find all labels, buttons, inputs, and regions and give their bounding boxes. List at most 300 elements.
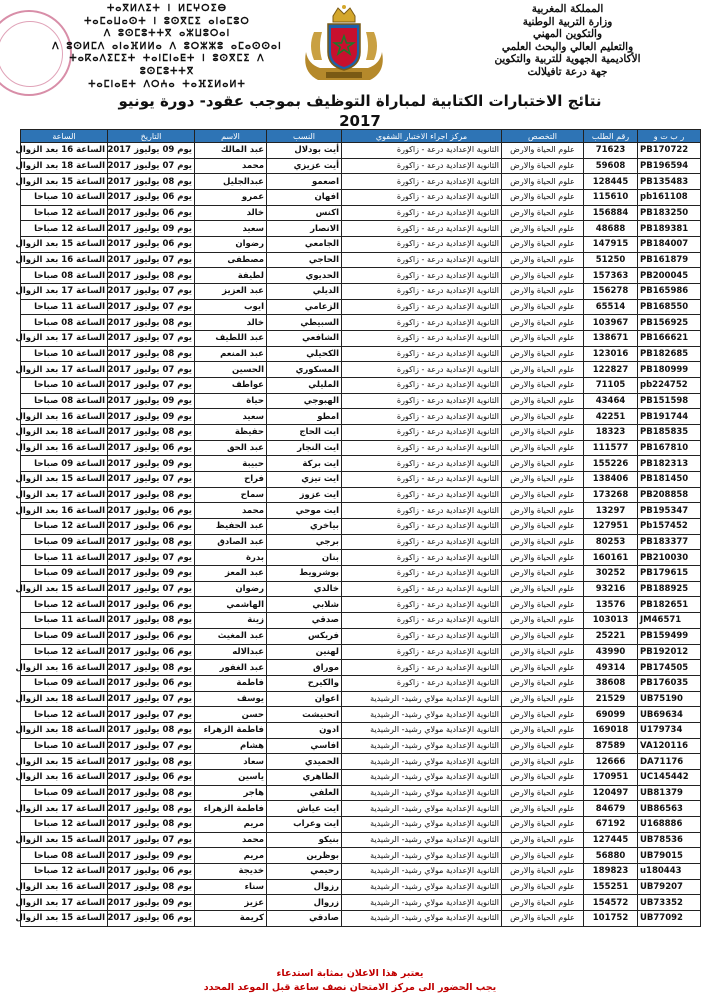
cell-center: الثانوية الإعدادية درعة - زاكورة <box>342 378 502 394</box>
table-row <box>21 581 701 597</box>
cell-rt: PB195347 <box>638 503 701 519</box>
cell-time: الساعة 12 صباحا <box>21 597 108 613</box>
cell-rt: PB189381 <box>638 221 701 237</box>
cell-name: حسن <box>195 707 267 723</box>
cell-center: الثانوية الإعدادية درعة - زاكورة <box>342 331 502 347</box>
cell-center: الثانوية الإعدادية درعة - زاكورة <box>342 613 502 629</box>
cell-rt: PB183250 <box>638 205 701 221</box>
cell-req: 128445 <box>584 174 638 190</box>
cell-date: يوم 09 يوليوز 2017 <box>108 393 195 409</box>
cell-spec: علوم الحياة والارض <box>502 440 584 456</box>
cell-name: خالد <box>195 315 267 331</box>
cell-date: يوم 08 يوليوز 2017 <box>108 613 195 629</box>
cell-center: الثانوية الإعدادية مولاي رشيد- الرشيدية <box>342 879 502 895</box>
table-row <box>21 801 701 817</box>
cell-time: الساعة 11 صباحا <box>21 613 108 629</box>
cell-time: الساعة 15 بعد الزوال <box>21 472 108 488</box>
table-row <box>21 534 701 550</box>
cell-rt: PB180999 <box>638 362 701 378</box>
cell-rt: UB75190 <box>638 691 701 707</box>
cell-family: رحيمي <box>267 863 342 879</box>
cell-center: الثانوية الإعدادية مولاي رشيد- الرشيدية <box>342 769 502 785</box>
cell-spec: علوم الحياة والارض <box>502 628 584 644</box>
cell-req: 101752 <box>584 910 638 926</box>
royal-emblem-icon <box>300 2 388 82</box>
table-row <box>21 346 701 362</box>
cell-name: عبد المالك <box>195 143 267 159</box>
cell-center: الثانوية الإعدادية درعة - زاكورة <box>342 268 502 284</box>
cell-rt: PB182313 <box>638 456 701 472</box>
cell-rt: UB79207 <box>638 879 701 895</box>
cell-spec: علوم الحياة والارض <box>502 362 584 378</box>
cell-center: الثانوية الإعدادية درعة - زاكورة <box>342 174 502 190</box>
cell-req: 12666 <box>584 754 638 770</box>
column-header-request: رقم الطلب <box>584 130 638 143</box>
cell-family: صادقي <box>267 910 342 926</box>
cell-name: خديجة <box>195 863 267 879</box>
cell-time: الساعة 16 بعد الزوال <box>21 660 108 676</box>
tifinagh-line: ⴷ ⵓⵙⵎⵓⵜⵜⴳ ⴰⵣⵡⵓⵔⴰⵏ <box>103 28 231 40</box>
cell-family: الجامعي <box>267 237 342 253</box>
cell-spec: علوم الحياة والارض <box>502 519 584 535</box>
cell-family: اتحنيشت <box>267 707 342 723</box>
cell-rt: PB188925 <box>638 581 701 597</box>
cell-time: الساعة 09 صباحا <box>21 566 108 582</box>
table-row <box>21 503 701 519</box>
cell-req: 160161 <box>584 550 638 566</box>
table-row <box>21 221 701 237</box>
arabic-line: والتعليم العالي والبحث العلمي <box>501 40 634 53</box>
cell-name: محمد <box>195 832 267 848</box>
arabic-line: والتكوين المهني <box>532 28 603 41</box>
cell-spec: علوم الحياة والارض <box>502 299 584 315</box>
cell-name: خالد <box>195 205 267 221</box>
cell-spec: علوم الحياة والارض <box>502 848 584 864</box>
cell-date: يوم 06 يوليوز 2017 <box>108 503 195 519</box>
cell-spec: علوم الحياة والارض <box>502 566 584 582</box>
table-header-row <box>21 130 701 143</box>
cell-date: يوم 07 يوليوز 2017 <box>108 472 195 488</box>
cell-req: 122827 <box>584 362 638 378</box>
cell-name: سعاد <box>195 754 267 770</box>
cell-rt: UB79015 <box>638 848 701 864</box>
cell-req: 69099 <box>584 707 638 723</box>
cell-req: 120497 <box>584 785 638 801</box>
cell-center: الثانوية الإعدادية درعة - زاكورة <box>342 487 502 503</box>
table-row <box>21 378 701 394</box>
cell-req: 18323 <box>584 425 638 441</box>
table-row <box>21 268 701 284</box>
cell-spec: علوم الحياة والارض <box>502 425 584 441</box>
cell-name: عواطف <box>195 378 267 394</box>
table-row <box>21 628 701 644</box>
cell-time: الساعة 16 بعد الزوال <box>21 440 108 456</box>
cell-date: يوم 06 يوليوز 2017 <box>108 675 195 691</box>
cell-time: الساعة 12 صباحا <box>21 707 108 723</box>
cell-name: هاجر <box>195 785 267 801</box>
cell-center: الثانوية الإعدادية درعة - زاكورة <box>342 190 502 206</box>
cell-name: فاطمة الزهراء <box>195 722 267 738</box>
cell-req: 111577 <box>584 440 638 456</box>
cell-rt: PB184007 <box>638 237 701 253</box>
cell-spec: علوم الحياة والارض <box>502 456 584 472</box>
cell-time: الساعة 17 بعد الزوال <box>21 331 108 347</box>
cell-rt: PB182685 <box>638 346 701 362</box>
cell-spec: علوم الحياة والارض <box>502 268 584 284</box>
table-row <box>21 597 701 613</box>
cell-time: الساعة 08 صباحا <box>21 268 108 284</box>
table-row <box>21 252 701 268</box>
cell-spec: علوم الحياة والارض <box>502 534 584 550</box>
table-row <box>21 315 701 331</box>
cell-center: الثانوية الإعدادية درعة - زاكورة <box>342 597 502 613</box>
cell-req: 49314 <box>584 660 638 676</box>
cell-center: الثانوية الإعدادية درعة - زاكورة <box>342 534 502 550</box>
cell-family: بنان <box>267 550 342 566</box>
cell-date: يوم 08 يوليوز 2017 <box>108 785 195 801</box>
table-row <box>21 362 701 378</box>
cell-time: الساعة 09 صباحا <box>21 785 108 801</box>
cell-family: ايت موحي <box>267 503 342 519</box>
cell-center: الثانوية الإعدادية درعة - زاكورة <box>342 284 502 300</box>
cell-name: عزيز <box>195 895 267 911</box>
cell-spec: علوم الحياة والارض <box>502 644 584 660</box>
cell-req: 154572 <box>584 895 638 911</box>
cell-rt: PB200045 <box>638 268 701 284</box>
cell-req: 65514 <box>584 299 638 315</box>
cell-date: يوم 07 يوليوز 2017 <box>108 299 195 315</box>
cell-date: يوم 09 يوليوز 2017 <box>108 143 195 159</box>
column-header-date: التاريخ <box>108 130 195 143</box>
cell-spec: علوم الحياة والارض <box>502 237 584 253</box>
cell-req: 25221 <box>584 628 638 644</box>
cell-center: الثانوية الإعدادية درعة - زاكورة <box>342 440 502 456</box>
table-row <box>21 472 701 488</box>
arabic-letterhead <box>445 3 690 79</box>
table-row <box>21 754 701 770</box>
cell-rt: PB174505 <box>638 660 701 676</box>
cell-name: عبد اللطيف <box>195 331 267 347</box>
column-header-name: الاسم <box>195 130 267 143</box>
cell-center: الثانوية الإعدادية مولاي رشيد- الرشيدية <box>342 722 502 738</box>
cell-date: يوم 08 يوليوز 2017 <box>108 879 195 895</box>
cell-time: الساعة 16 بعد الزوال <box>21 769 108 785</box>
cell-family: ايت النجار <box>267 440 342 456</box>
cell-time: الساعة 09 صباحا <box>21 675 108 691</box>
cell-time: الساعة 10 صباحا <box>21 738 108 754</box>
cell-family: افاسي <box>267 738 342 754</box>
cell-rt: PB179615 <box>638 566 701 582</box>
cell-family: بوشرويط <box>267 566 342 582</box>
cell-rt: pb161108 <box>638 190 701 206</box>
cell-family: افهان <box>267 190 342 206</box>
table-row <box>21 284 701 300</box>
cell-center: الثانوية الإعدادية درعة - زاكورة <box>342 362 502 378</box>
cell-rt: DA71176 <box>638 754 701 770</box>
cell-date: يوم 07 يوليوز 2017 <box>108 158 195 174</box>
cell-time: الساعة 18 بعد الزوال <box>21 425 108 441</box>
table-row <box>21 832 701 848</box>
table-row <box>21 393 701 409</box>
cell-time: الساعة 08 صباحا <box>21 848 108 864</box>
table-row <box>21 174 701 190</box>
cell-time: الساعة 11 صباحا <box>21 299 108 315</box>
cell-date: يوم 08 يوليوز 2017 <box>108 425 195 441</box>
cell-time: الساعة 17 بعد الزوال <box>21 801 108 817</box>
cell-date: يوم 07 يوليوز 2017 <box>108 252 195 268</box>
cell-family: لهنين <box>267 644 342 660</box>
cell-center: الثانوية الإعدادية مولاي رشيد- الرشيدية <box>342 738 502 754</box>
cell-family: العلفي <box>267 785 342 801</box>
cell-family: اعوان <box>267 691 342 707</box>
cell-rt: PB176035 <box>638 675 701 691</box>
cell-req: 48688 <box>584 221 638 237</box>
cell-date: يوم 09 يوليوز 2017 <box>108 456 195 472</box>
cell-family: برجي <box>267 534 342 550</box>
results-table <box>15 129 701 927</box>
cell-time: الساعة 16 بعد الزوال <box>21 409 108 425</box>
column-header-time: الساعة <box>21 130 108 143</box>
cell-family: والكيرح <box>267 675 342 691</box>
cell-name: عبد الصادق <box>195 534 267 550</box>
cell-spec: علوم الحياة والارض <box>502 174 584 190</box>
cell-center: الثانوية الإعدادية درعة - زاكورة <box>342 221 502 237</box>
arabic-line: المملكة المغربية <box>531 3 604 15</box>
cell-time: الساعة 09 صباحا <box>21 628 108 644</box>
cell-family: ايت عياش <box>267 801 342 817</box>
cell-date: يوم 07 يوليوز 2017 <box>108 581 195 597</box>
cell-name: حياة <box>195 393 267 409</box>
cell-rt: UB86563 <box>638 801 701 817</box>
cell-center: الثانوية الإعدادية درعة - زاكورة <box>342 143 502 159</box>
cell-spec: علوم الحياة والارض <box>502 487 584 503</box>
cell-time: الساعة 16 بعد الزوال <box>21 143 108 159</box>
table-row <box>21 660 701 676</box>
cell-time: الساعة 17 بعد الزوال <box>21 362 108 378</box>
cell-date: يوم 08 يوليوز 2017 <box>108 754 195 770</box>
cell-date: يوم 06 يوليوز 2017 <box>108 237 195 253</box>
notice-line-2: يجب الحضور الى مركز الامتحان نصف ساعة قبل الموعد المحدد <box>203 982 497 993</box>
cell-spec: علوم الحياة والارض <box>502 754 584 770</box>
cell-center: الثانوية الإعدادية مولاي رشيد- الرشيدية <box>342 691 502 707</box>
cell-time: الساعة 17 بعد الزوال <box>21 487 108 503</box>
cell-time: الساعة 18 بعد الزوال <box>21 722 108 738</box>
cell-rt: PB159499 <box>638 628 701 644</box>
cell-date: يوم 08 يوليوز 2017 <box>108 816 195 832</box>
cell-center: الثانوية الإعدادية درعة - زاكورة <box>342 425 502 441</box>
cell-req: 43990 <box>584 644 638 660</box>
cell-name: محمد <box>195 503 267 519</box>
table-row <box>21 237 701 253</box>
cell-name: سناء <box>195 879 267 895</box>
cell-date: يوم 08 يوليوز 2017 <box>108 346 195 362</box>
table-row <box>21 785 701 801</box>
cell-req: 155226 <box>584 456 638 472</box>
cell-date: يوم 07 يوليوز 2017 <box>108 832 195 848</box>
cell-spec: علوم الحياة والارض <box>502 832 584 848</box>
column-header-family: النسب <box>267 130 342 143</box>
cell-time: الساعة 17 بعد الزوال <box>21 895 108 911</box>
cell-spec: علوم الحياة والارض <box>502 393 584 409</box>
cell-req: 155251 <box>584 879 638 895</box>
cell-center: الثانوية الإعدادية درعة - زاكورة <box>342 315 502 331</box>
cell-family: الشافعي <box>267 331 342 347</box>
table-row <box>21 675 701 691</box>
arabic-line: جهة درعة تافيلالت <box>527 65 608 78</box>
cell-rt: PB168550 <box>638 299 701 315</box>
cell-time: الساعة 10 صباحا <box>21 378 108 394</box>
table-row <box>21 409 701 425</box>
cell-center: الثانوية الإعدادية درعة - زاكورة <box>342 472 502 488</box>
cell-date: يوم 08 يوليوز 2017 <box>108 534 195 550</box>
cell-name: عبد المنعم <box>195 346 267 362</box>
cell-name: عبد الحق <box>195 440 267 456</box>
column-header-center: مركز اجراء الاختبار الشفوي <box>342 130 502 143</box>
cell-name: كريمة <box>195 910 267 926</box>
cell-center: الثانوية الإعدادية مولاي رشيد- الرشيدية <box>342 754 502 770</box>
cell-family: أيت بودلال <box>267 143 342 159</box>
cell-spec: علوم الحياة والارض <box>502 378 584 394</box>
cell-name: عبد العزيز <box>195 284 267 300</box>
cell-family: الزعامي <box>267 299 342 315</box>
table-row <box>21 456 701 472</box>
cell-family: الانصار <box>267 221 342 237</box>
cell-name: الحسين <box>195 362 267 378</box>
table-row <box>21 848 701 864</box>
table-row <box>21 190 701 206</box>
cell-center: الثانوية الإعدادية درعة - زاكورة <box>342 644 502 660</box>
cell-spec: علوم الحياة والارض <box>502 707 584 723</box>
cell-family: ايت وعراب <box>267 816 342 832</box>
cell-date: يوم 06 يوليوز 2017 <box>108 910 195 926</box>
cell-center: الثانوية الإعدادية مولاي رشيد- الرشيدية <box>342 785 502 801</box>
cell-name: فراح <box>195 472 267 488</box>
table-row <box>21 722 701 738</box>
notice-line-1: يعتبر هذا الاعلان بمثابة استدعاء <box>276 968 424 979</box>
results-table-container <box>15 129 700 927</box>
cell-req: 156278 <box>584 284 638 300</box>
cell-date: يوم 09 يوليوز 2017 <box>108 221 195 237</box>
table-row <box>21 143 701 159</box>
cell-time: الساعة 08 صباحا <box>21 315 108 331</box>
cell-time: الساعة 10 صباحا <box>21 346 108 362</box>
cell-req: 80253 <box>584 534 638 550</box>
cell-time: الساعة 15 بعد الزوال <box>21 237 108 253</box>
table-row <box>21 550 701 566</box>
cell-spec: علوم الحياة والارض <box>502 722 584 738</box>
cell-date: يوم 06 يوليوز 2017 <box>108 519 195 535</box>
cell-req: 103967 <box>584 315 638 331</box>
cell-spec: علوم الحياة والارض <box>502 660 584 676</box>
tifinagh-line: ⵜⴰⵎⴰⵡⴰⵙⵜ ⵏ ⵓⵙⴳⵎⵉ ⴰⵏⴰⵎⵓⵔ <box>84 15 250 27</box>
cell-spec: علوم الحياة والارض <box>502 675 584 691</box>
cell-time: الساعة 09 صباحا <box>21 456 108 472</box>
cell-rt: PB192012 <box>638 644 701 660</box>
cell-req: 103013 <box>584 613 638 629</box>
cell-name: الهاشمي <box>195 597 267 613</box>
cell-name: مريم <box>195 848 267 864</box>
table-row <box>21 644 701 660</box>
cell-spec: علوم الحياة والارض <box>502 597 584 613</box>
cell-center: الثانوية الإعدادية درعة - زاكورة <box>342 252 502 268</box>
cell-req: 127445 <box>584 832 638 848</box>
cell-date: يوم 06 يوليوز 2017 <box>108 628 195 644</box>
cell-family: رزوال <box>267 879 342 895</box>
cell-time: الساعة 16 بعد الزوال <box>21 879 108 895</box>
cell-center: الثانوية الإعدادية درعة - زاكورة <box>342 346 502 362</box>
table-row <box>21 425 701 441</box>
cell-center: الثانوية الإعدادية درعة - زاكورة <box>342 628 502 644</box>
cell-req: 56880 <box>584 848 638 864</box>
cell-time: الساعة 12 صباحا <box>21 816 108 832</box>
cell-rt: PB135483 <box>638 174 701 190</box>
cell-name: ايوب <box>195 299 267 315</box>
table-row <box>21 707 701 723</box>
cell-rt: UB73352 <box>638 895 701 911</box>
cell-req: 157363 <box>584 268 638 284</box>
cell-req: 71105 <box>584 378 638 394</box>
cell-name: فاطمة <box>195 675 267 691</box>
cell-time: الساعة 18 بعد الزوال <box>21 691 108 707</box>
column-header-rt: ر ب ت و <box>638 130 701 143</box>
cell-name: مصطفى <box>195 252 267 268</box>
cell-rt: PB196594 <box>638 158 701 174</box>
cell-time: الساعة 12 صباحا <box>21 519 108 535</box>
cell-center: الثانوية الإعدادية مولاي رشيد- الرشيدية <box>342 895 502 911</box>
cell-spec: علوم الحياة والارض <box>502 315 584 331</box>
cell-date: يوم 09 يوليوز 2017 <box>108 566 195 582</box>
table-row <box>21 879 701 895</box>
cell-spec: علوم الحياة والارض <box>502 503 584 519</box>
cell-family: الكحيلي <box>267 346 342 362</box>
cell-family: فريكس <box>267 628 342 644</box>
cell-name: يوسف <box>195 691 267 707</box>
cell-time: الساعة 12 صباحا <box>21 863 108 879</box>
cell-req: 115610 <box>584 190 638 206</box>
cell-name: حبيبة <box>195 456 267 472</box>
cell-date: يوم 07 يوليوز 2017 <box>108 550 195 566</box>
cell-req: 30252 <box>584 566 638 582</box>
notice <box>150 967 550 995</box>
table-row <box>21 613 701 629</box>
table-row <box>21 691 701 707</box>
cell-name: حفيظة <box>195 425 267 441</box>
cell-rt: pb224752 <box>638 378 701 394</box>
cell-spec: علوم الحياة والارض <box>502 346 584 362</box>
cell-rt: U168886 <box>638 816 701 832</box>
cell-spec: علوم الحياة والارض <box>502 221 584 237</box>
cell-spec: علوم الحياة والارض <box>502 691 584 707</box>
table-row <box>21 910 701 926</box>
cell-name: بدرة <box>195 550 267 566</box>
cell-family: ادون <box>267 722 342 738</box>
cell-date: يوم 07 يوليوز 2017 <box>108 284 195 300</box>
table-row <box>21 566 701 582</box>
cell-center: الثانوية الإعدادية مولاي رشيد- الرشيدية <box>342 848 502 864</box>
cell-center: الثانوية الإعدادية درعة - زاكورة <box>342 409 502 425</box>
cell-rt: PB161879 <box>638 252 701 268</box>
cell-spec: علوم الحياة والارض <box>502 801 584 817</box>
cell-req: 123016 <box>584 346 638 362</box>
cell-name: سعيد <box>195 409 267 425</box>
cell-rt: PB210030 <box>638 550 701 566</box>
cell-spec: علوم الحياة والارض <box>502 863 584 879</box>
cell-time: الساعة 08 صباحا <box>21 393 108 409</box>
table-row <box>21 863 701 879</box>
cell-center: الثانوية الإعدادية درعة - زاكورة <box>342 550 502 566</box>
table-row <box>21 299 701 315</box>
cell-req: 189823 <box>584 863 638 879</box>
